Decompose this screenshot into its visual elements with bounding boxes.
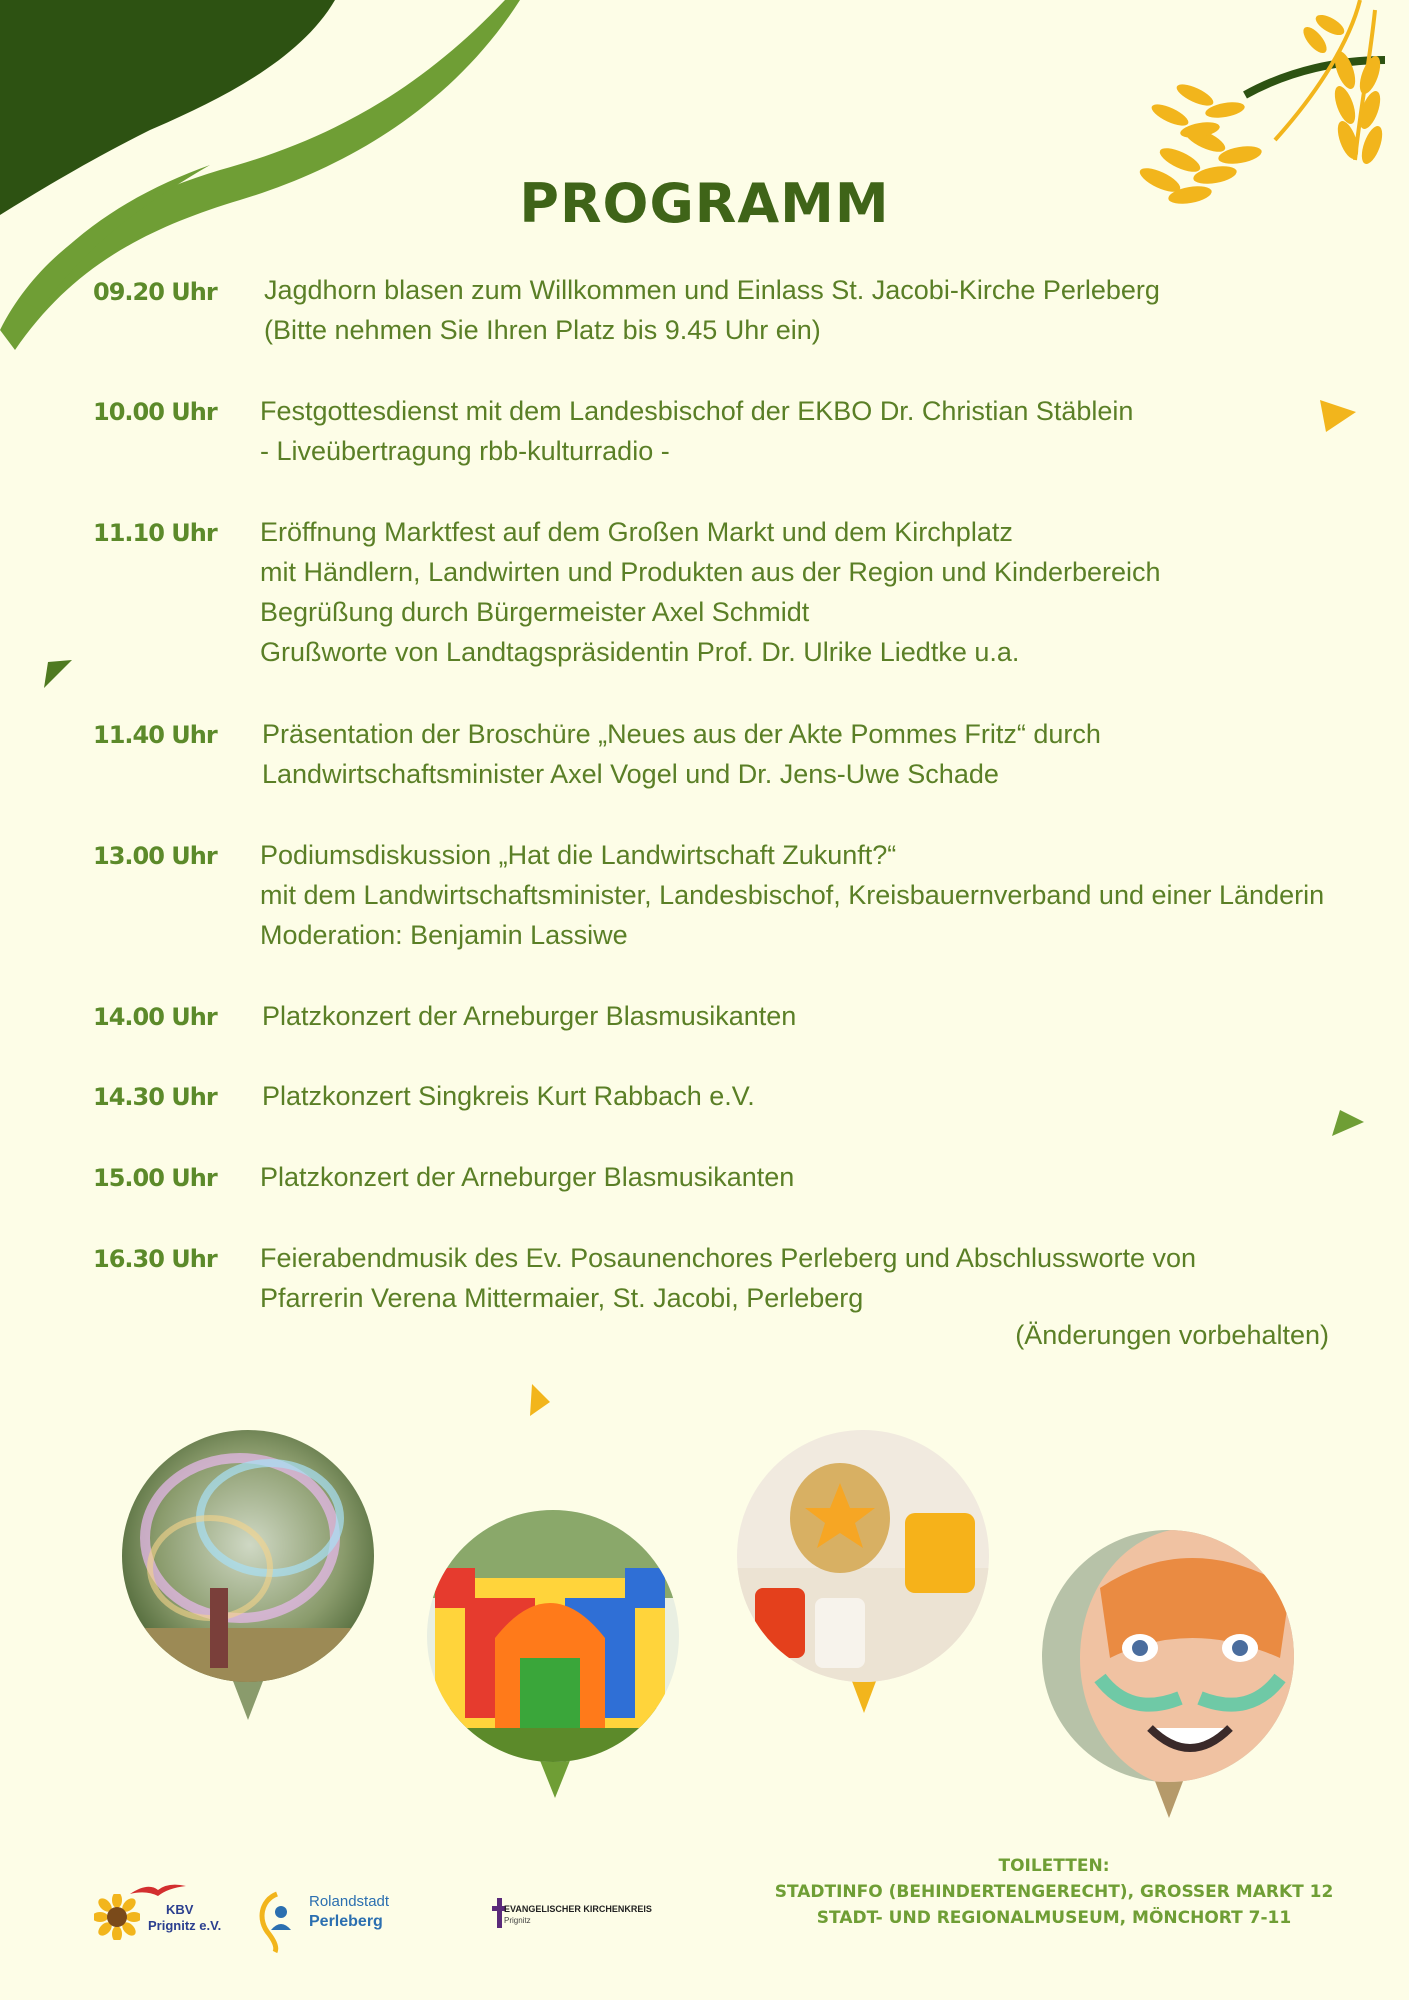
roland-figure-icon bbox=[255, 1890, 299, 1954]
schedule-time: 13.00 Uhr bbox=[93, 842, 217, 870]
schedule-description bbox=[260, 835, 1324, 955]
schedule-line: Pfarrerin Verena Mittermaier, St. Jacobi, Perleberg bbox=[260, 1283, 864, 1313]
changes-reserved-note: (Änderungen vorbehalten) bbox=[1015, 1320, 1329, 1350]
schedule-line: Präsentation der Broschüre „Neues aus der Akte Pommes Fritz“ durch bbox=[262, 719, 1101, 749]
schedule-description bbox=[260, 391, 1133, 471]
schedule-line: Platzkonzert der Arneburger Blasmusikanten bbox=[260, 1162, 795, 1192]
kbv-logo-line: Prignitz e.V. bbox=[148, 1918, 222, 1933]
schedule-line: - Liveübertragung rbb-kulturradio - bbox=[260, 436, 670, 466]
schedule-line: Platzkonzert Singkreis Kurt Rabbach e.V. bbox=[262, 1081, 755, 1111]
schedule-description bbox=[260, 1157, 794, 1197]
schedule-line: Platzkonzert der Arneburger Blasmusikanten bbox=[262, 1001, 797, 1031]
kbv-logo-line: KBV bbox=[166, 1902, 194, 1917]
rolandstadt-logo-line: Rolandstadt bbox=[309, 1893, 390, 1910]
schedule-line: Festgottesdienst mit dem Landesbischof der EKBO Dr. Christian Stäblein bbox=[260, 396, 1134, 426]
schedule-line: Moderation: Benjamin Lassiwe bbox=[260, 920, 628, 950]
bouncy-castle-photo bbox=[425, 1508, 685, 1808]
schedule-description bbox=[264, 270, 1160, 350]
triangle-decoration bbox=[42, 658, 74, 692]
schedule-line: mit Händlern, Landwirten und Produkten aus der Region und Kinderbereich bbox=[260, 557, 1161, 587]
potato-stamp-paint-photo bbox=[735, 1428, 995, 1728]
schedule-line: Eröffnung Marktfest auf dem Großen Markt und dem Kirchplatz bbox=[260, 517, 1013, 547]
schedule-line: mit dem Landwirtschaftsminister, Landesbischof, Kreisbauernverband und einer Länderin bbox=[260, 880, 1325, 910]
kirchenkreis-logo-line: Prignitz bbox=[504, 1916, 531, 1925]
kirchenkreis-logo-text bbox=[504, 1904, 652, 1926]
schedule-description bbox=[260, 1238, 1196, 1318]
schedule-line: Podiumsdiskussion „Hat die Landwirtschaft Zukunft?“ bbox=[260, 840, 897, 870]
schedule-line: Begrüßung durch Bürgermeister Axel Schmidt bbox=[260, 597, 810, 627]
kbv-prignitz-logo bbox=[94, 1882, 229, 1952]
schedule-time: 09.20 Uhr bbox=[93, 278, 217, 306]
toilets-heading: TOILETTEN: bbox=[998, 1856, 1110, 1876]
toilets-info bbox=[744, 1853, 1364, 1931]
schedule-line: Grußworte von Landtagspräsidentin Prof. Dr. Ulrike Liedtke u.a. bbox=[260, 637, 1020, 667]
sunflower-icon bbox=[94, 1894, 140, 1940]
schedule-line: Jagdhorn blasen zum Willkommen und Einlass St. Jacobi-Kirche Perleberg bbox=[264, 275, 1160, 305]
schedule-line: (Bitte nehmen Sie Ihren Platz bis 9.45 Uhr ein) bbox=[264, 315, 821, 345]
schedule-description bbox=[262, 996, 796, 1036]
triangle-decoration bbox=[1318, 398, 1358, 434]
schedule-description bbox=[262, 714, 1101, 794]
schedule-time: 10.00 Uhr bbox=[93, 398, 217, 426]
schedule-time: 11.40 Uhr bbox=[93, 721, 217, 749]
face-paint-child-photo bbox=[1040, 1528, 1300, 1828]
triangle-decoration bbox=[528, 1382, 552, 1418]
soap-bubbles-photo bbox=[120, 1428, 380, 1728]
toilets-location-2: STADT- UND REGIONALMUSEUM, MÖNCHORT 7-11 bbox=[816, 1908, 1292, 1928]
page-title: PROGRAMM bbox=[519, 172, 890, 235]
evangelischer-kirchenkreis-logo bbox=[492, 1896, 682, 1936]
schedule-description bbox=[260, 512, 1161, 672]
schedule-time: 14.00 Uhr bbox=[93, 1003, 217, 1031]
rolandstadt-perleberg-logo bbox=[255, 1888, 415, 1960]
rolandstadt-logo-text bbox=[309, 1892, 389, 1932]
schedule-line: Landwirtschaftsminister Axel Vogel und Dr. Jens-Uwe Schade bbox=[262, 759, 999, 789]
schedule-line: Feierabendmusik des Ev. Posaunenchores Perleberg und Abschlussworte von bbox=[260, 1243, 1197, 1273]
schedule-time: 15.00 Uhr bbox=[93, 1164, 217, 1192]
schedule-time: 11.10 Uhr bbox=[93, 519, 217, 547]
kirchenkreis-logo-line: EVANGELISCHER KIRCHENKREIS bbox=[504, 1904, 652, 1914]
bird-icon bbox=[128, 1882, 188, 1898]
schedule-description bbox=[262, 1076, 755, 1116]
kbv-logo-text bbox=[148, 1902, 221, 1934]
toilets-location-1: STADTINFO (BEHINDERTENGERECHT), GROSSER MARKT 12 bbox=[774, 1882, 1334, 1902]
triangle-decoration bbox=[1330, 1108, 1366, 1138]
rolandstadt-logo-line: Perleberg bbox=[309, 1913, 383, 1930]
schedule-time: 14.30 Uhr bbox=[93, 1083, 217, 1111]
schedule-time: 16.30 Uhr bbox=[93, 1245, 217, 1273]
